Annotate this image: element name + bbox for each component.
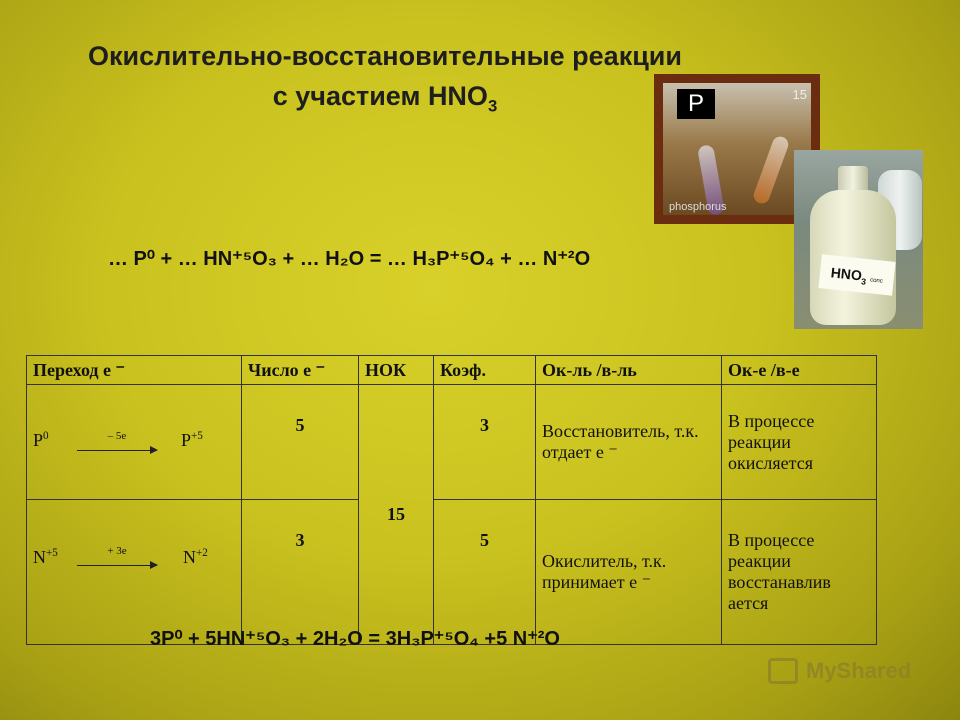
transition-to: $N^{+2}$	[183, 547, 208, 567]
element-number: 15	[792, 87, 807, 102]
lcm-value: 15	[359, 385, 434, 645]
transition-from: $P^0$	[33, 430, 49, 450]
presentation-icon	[768, 658, 798, 684]
electron-count: 3	[242, 500, 359, 645]
electron-balance-table	[26, 355, 877, 645]
coefficient: 5	[434, 500, 536, 645]
transition-cell	[27, 500, 242, 645]
transition-cell	[27, 385, 242, 500]
balanced-equation: 3P⁰ + 5HN⁺⁵O₃ + 2H₂O = 3H₃P⁺⁵O₄ +5 N⁺²O	[150, 628, 560, 650]
transition-to: $P^{+5}$	[181, 430, 203, 450]
table-row	[27, 500, 877, 645]
role-text: Окислитель, т.к. принимает е ⁻	[536, 500, 722, 645]
header-process: Ок-е /в-е	[722, 356, 877, 385]
unbalanced-equation: … P⁰ + … HN⁺⁵O₃ + … H₂O = … H₃P⁺⁵O₄ + … N⁺²O	[108, 248, 591, 270]
bottle-label: $HNO_3$ conc	[818, 254, 895, 296]
element-label: P	[677, 89, 715, 119]
nitric-acid-bottle-photo	[794, 150, 923, 329]
table-header-row	[27, 356, 877, 385]
header-coefficient: Коэф.	[434, 356, 536, 385]
header-transition: Переход е ⁻	[27, 356, 242, 385]
slide-title	[60, 36, 710, 116]
coefficient: 3	[434, 385, 536, 500]
electron-count: 5	[242, 385, 359, 500]
transition-from: $N^{+5}$	[33, 547, 58, 567]
watermark: MyShared	[806, 658, 912, 683]
header-role: Ок-ль /в-ль	[536, 356, 722, 385]
role-text: Восстановитель, т.к. отдает е ⁻	[536, 385, 722, 500]
table-row	[27, 385, 877, 500]
process-text: В процессе реакции окисляется	[722, 385, 877, 500]
test-tube-icon	[752, 134, 791, 205]
header-electrons: Число е ⁻	[242, 356, 359, 385]
photo-caption: phosphorus	[669, 201, 727, 213]
header-lcm: НОК	[359, 356, 434, 385]
title-line-2: с участием $HNO_3$	[272, 81, 498, 116]
title-line-1: Окислительно-восстановительные реакции	[87, 41, 682, 71]
process-text: В процессе реакции восстанавлив ается	[722, 500, 877, 645]
arrow-icon: + 3е	[77, 545, 157, 566]
arrow-icon: – 5е	[77, 430, 157, 451]
